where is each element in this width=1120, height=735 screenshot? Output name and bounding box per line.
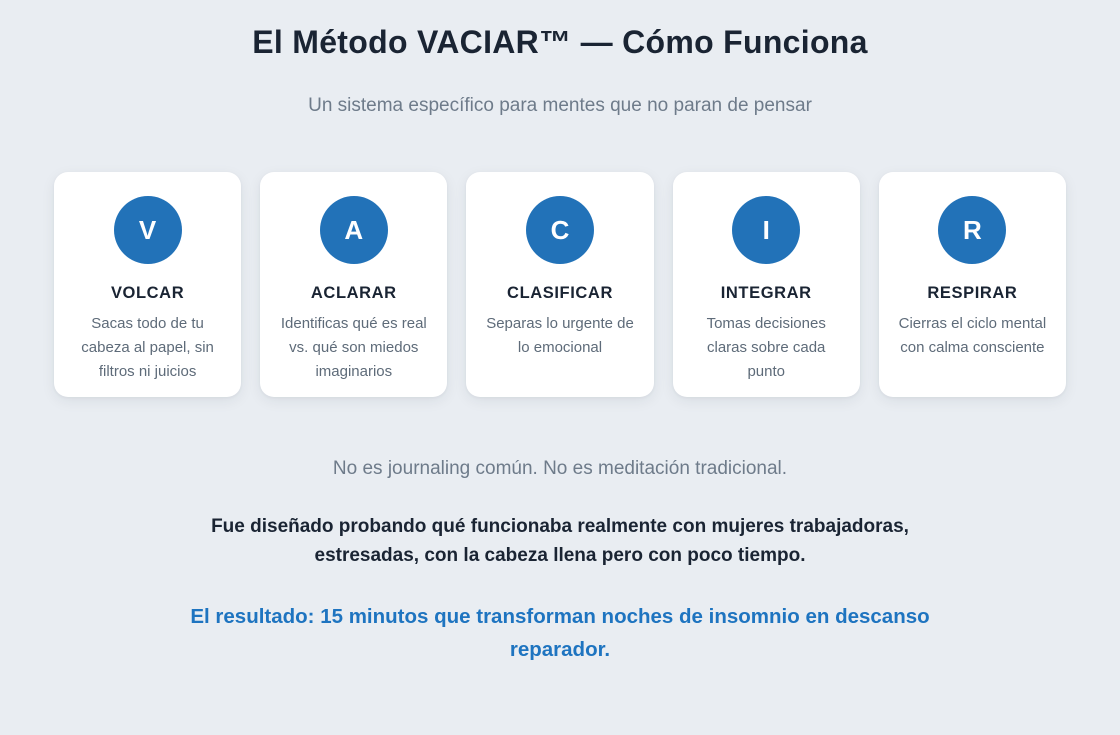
step-card-aclarar — [260, 172, 447, 397]
step-letter-badge — [938, 196, 1006, 264]
step-letter: V — [138, 214, 157, 245]
section-subtitle: Un sistema específico para mentes que no paran de pensar — [308, 95, 812, 116]
step-letter: R — [963, 214, 982, 245]
step-description: Identificas qué es real vs. qué son miedos imaginarios — [280, 315, 427, 380]
section-title: El Método VACIAR™ — Cómo Funciona — [252, 24, 868, 60]
step-letter-badge — [114, 196, 182, 264]
step-letter-badge — [320, 196, 388, 264]
step-card-volcar — [54, 172, 241, 397]
step-card-respirar — [879, 172, 1066, 397]
step-description: Sacas todo de tu cabeza al papel, sin filtros ni juicios — [81, 315, 214, 380]
step-name: RESPIRAR — [927, 284, 1018, 302]
result-text: El resultado: 15 minutos que transforman noches de insomnio en descanso reparador. — [190, 604, 930, 661]
step-letter: A — [344, 214, 364, 245]
step-letter: I — [762, 214, 770, 245]
step-description: Tomas decisiones claras sobre cada punto — [706, 315, 826, 380]
step-name: VOLCAR — [110, 284, 185, 302]
step-description: Separas lo urgente de lo emocional — [486, 315, 634, 356]
step-card-integrar — [673, 172, 860, 397]
design-note-text: Fue diseñado probando qué funcionaba realmente con mujeres trabajadoras, estresadas, con la cabeza llena pero con poco tiempo. — [211, 516, 909, 567]
step-name: CLASIFICAR — [507, 284, 613, 302]
step-letter-badge — [732, 196, 800, 264]
distinction-text: No es journaling común. No es meditación tradicional. — [332, 458, 788, 479]
step-name: ACLARAR — [310, 284, 397, 302]
step-description: Cierras el ciclo mental con calma consciente — [898, 315, 1047, 356]
step-card-clasificar — [466, 172, 653, 397]
steps-row — [54, 172, 1066, 397]
step-letter-badge — [526, 196, 594, 264]
step-letter: C — [550, 214, 570, 245]
step-name: INTEGRAR — [720, 284, 812, 302]
